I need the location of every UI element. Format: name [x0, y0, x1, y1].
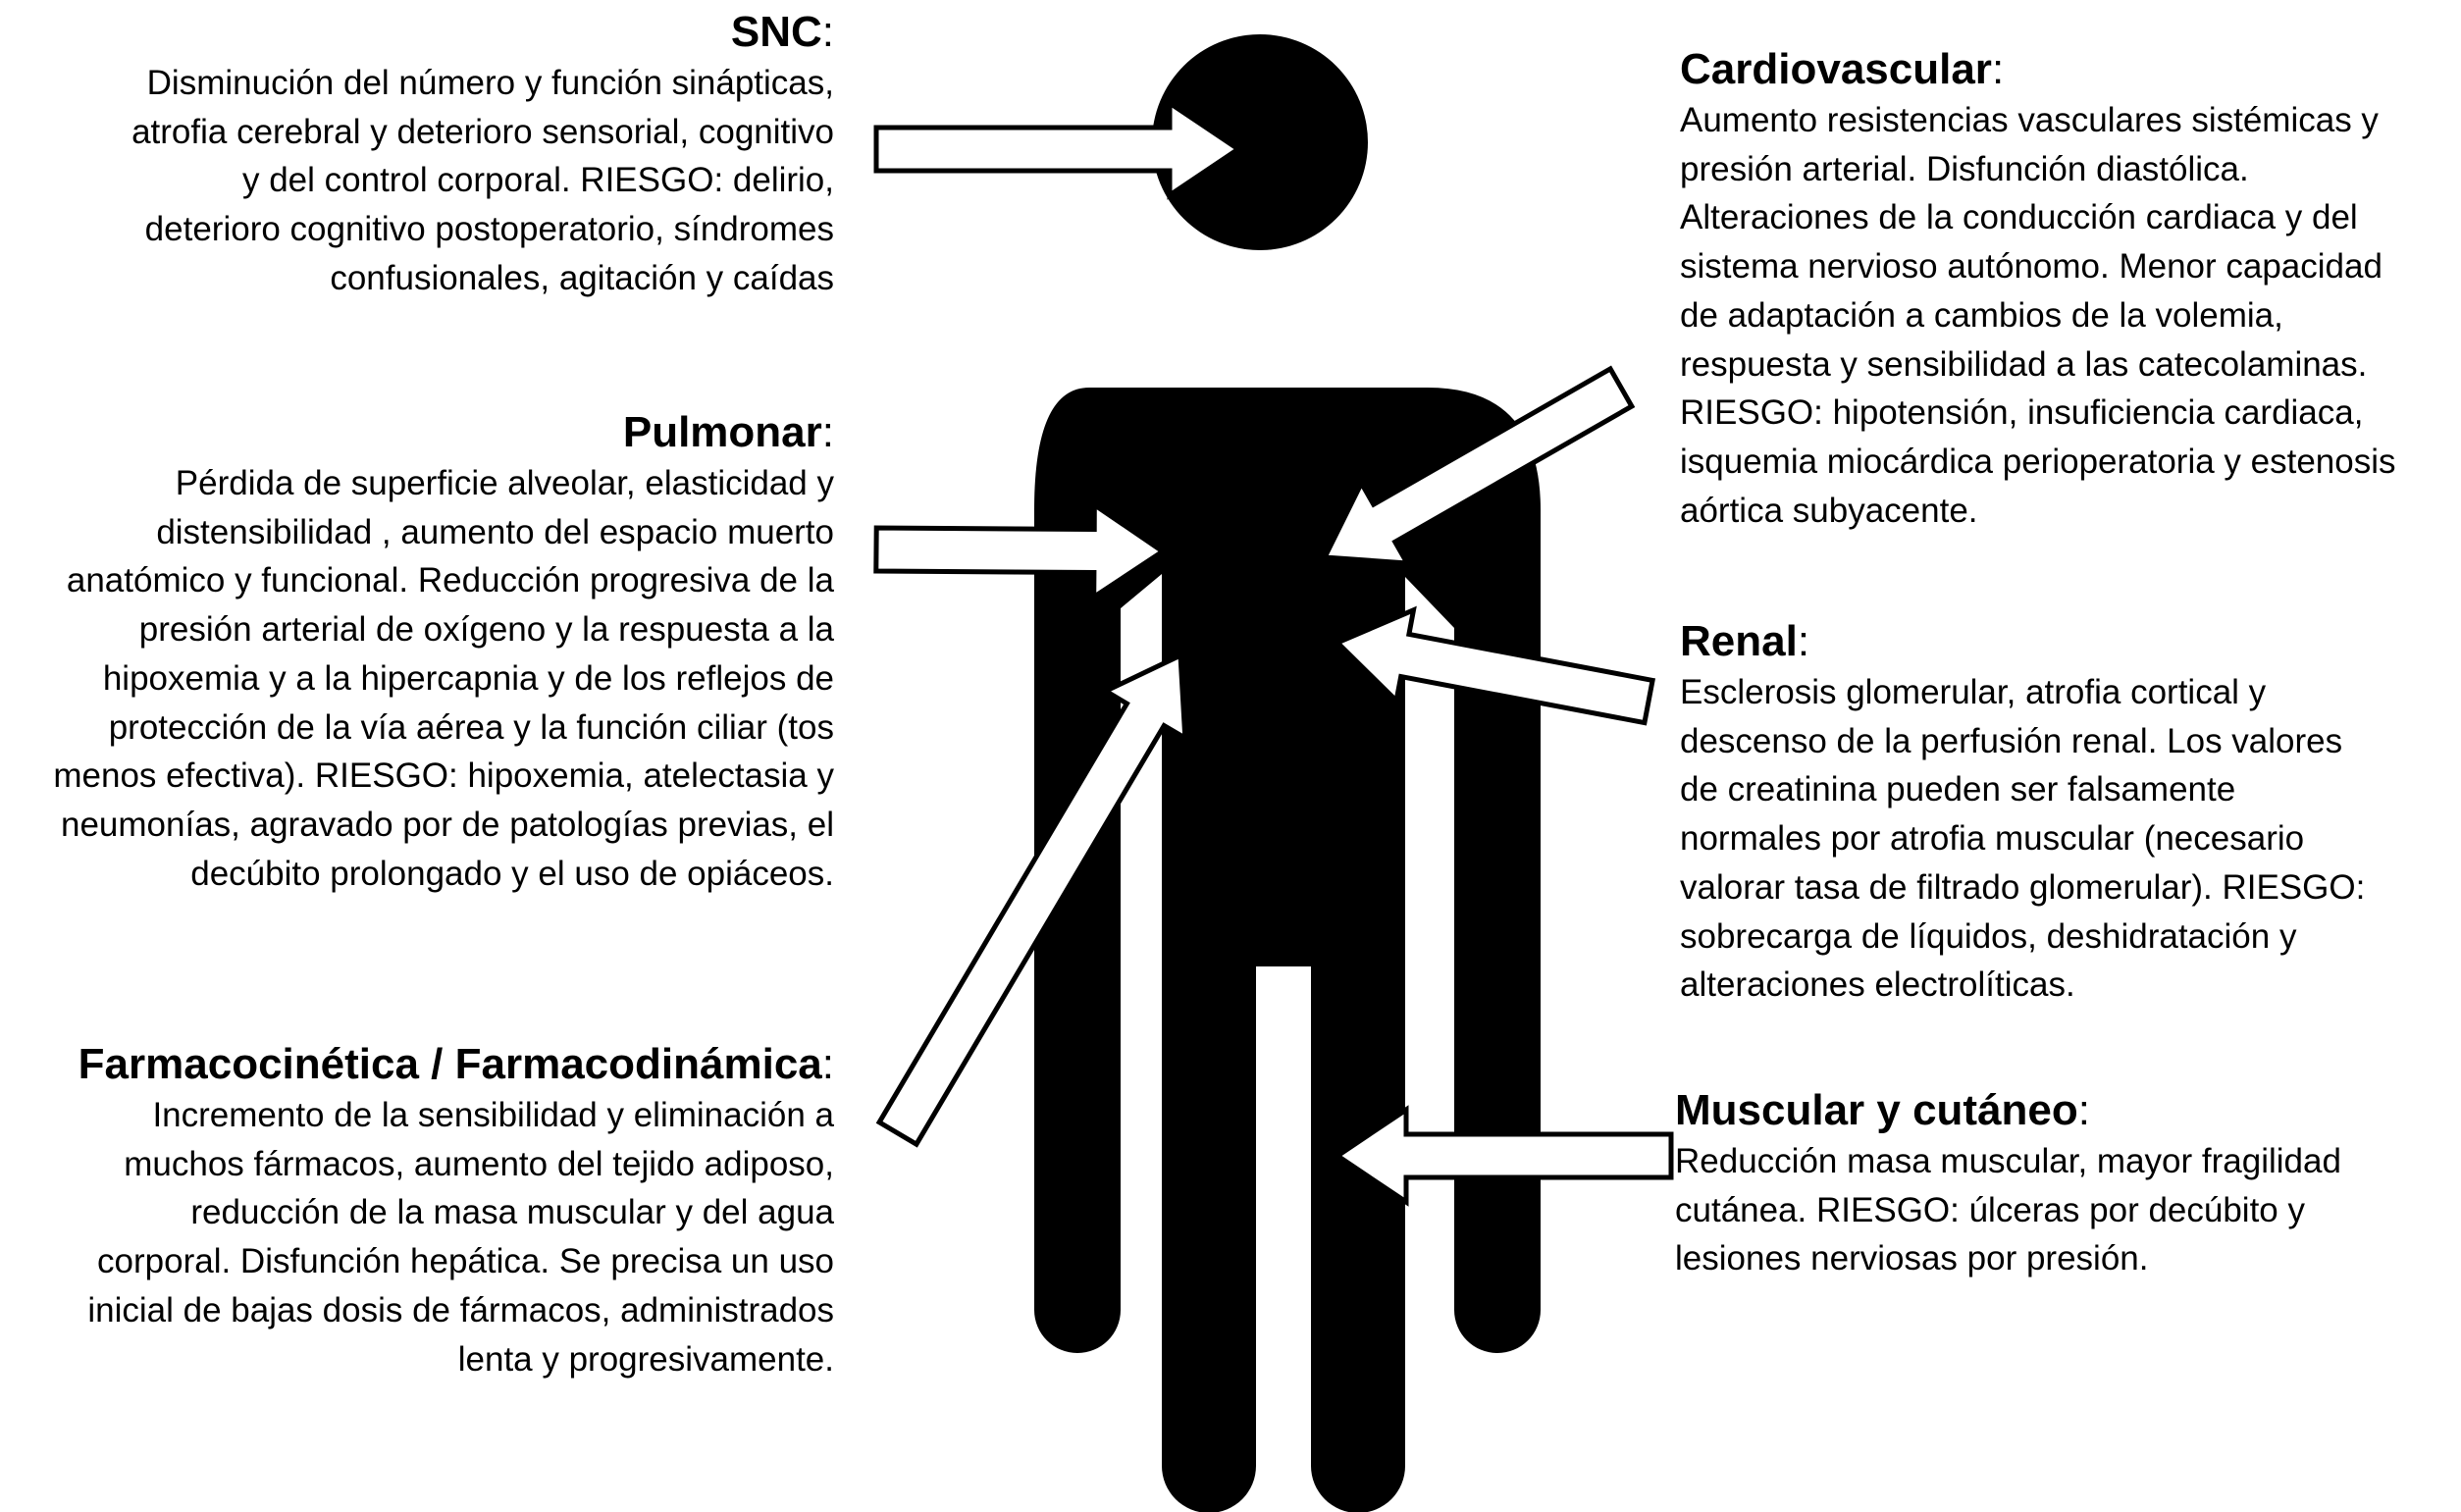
text-line: protección de la vía aérea y la función ciliar (tos	[108, 707, 834, 747]
pulmonar-lines	[53, 459, 834, 898]
text-line: deterioro cognitivo postoperatorio, síndromes	[144, 210, 834, 249]
text-line: y del control corporal. RIESGO: delirio,	[241, 161, 834, 200]
text-line: presión arterial. Disfunción diastólica.	[1680, 149, 2249, 188]
text-line: decúbito prolongado y el uso de opiáceos.	[190, 854, 834, 893]
text-line: anatómico y funcional. Reducción progresiva de la	[66, 561, 834, 600]
text-line: cutánea. RIESGO: úlceras por decúbito y	[1675, 1190, 2305, 1229]
snc-lines	[131, 59, 834, 303]
text-line: confusionales, agitación y caídas	[330, 258, 834, 297]
text-line: muchos fármacos, aumento del tejido adiposo,	[124, 1144, 834, 1183]
text-line: presión arterial de oxígeno y la respuesta a la	[138, 610, 834, 650]
cardio-title-text: Cardiovascular	[1680, 45, 1992, 93]
text-line: RIESGO: hipotensión, insuficiencia cardiaca,	[1680, 393, 2364, 433]
text-line: Pérdida de superficie alveolar, elasticidad y	[175, 464, 834, 502]
snc-arrow	[876, 103, 1238, 195]
cardio-section	[1680, 43, 2396, 535]
pulmonar-title-text: Pulmonar	[622, 408, 822, 456]
text-line: neumonías, agravado por de patologías previas, el	[60, 805, 834, 844]
text-line: de creatinina pueden ser falsamente	[1680, 770, 2236, 809]
text-line: aórtica subyacente.	[1680, 491, 1978, 530]
text-line: atrofia cerebral y deterioro sensorial, cognitivo	[131, 112, 834, 151]
text-line: sistema nervioso autónomo. Menor capacidad	[1680, 247, 2382, 287]
text-line: respuesta y sensibilidad a las catecolaminas.	[1680, 344, 2368, 384]
text-line: corporal. Disfunción hepática. Se precisa un uso	[97, 1242, 834, 1281]
text-line: inicial de bajas dosis de fármacos, administrados	[87, 1290, 834, 1330]
snc-section	[131, 6, 834, 303]
cardio-title: Cardiovascular:	[1680, 45, 2005, 93]
text-line: alteraciones electrolíticas.	[1680, 965, 2075, 1005]
renal-lines	[1680, 668, 2365, 1010]
text-line: menos efectiva). RIESGO: hipoxemia, atelectasia y	[53, 756, 834, 796]
text-line: sobrecarga de líquidos, deshidratación y	[1680, 916, 2297, 956]
farmaco-title: Farmacocinética / Farmacodinámica:	[78, 1040, 834, 1088]
cardio-lines	[1680, 96, 2396, 535]
pulmonar-title: Pulmonar:	[622, 408, 834, 456]
text-line: normales por atrofia muscular (necesario	[1680, 819, 2305, 859]
text-line: Reducción masa muscular, mayor fragilidad	[1675, 1142, 2341, 1180]
text-line: de adaptación a cambios de la volemia,	[1680, 295, 2283, 335]
text-line: Alteraciones de la conducción cardiaca y del	[1680, 198, 2358, 237]
text-line: Disminución del número y función sinápticas,	[146, 64, 834, 102]
muscular-title-text: Muscular y cutáneo	[1675, 1086, 2078, 1134]
muscular-section	[1675, 1084, 2341, 1283]
farmaco-arrow	[879, 655, 1185, 1144]
text-line: descenso de la perfusión renal. Los valores	[1680, 721, 2343, 760]
text-line: Incremento de la sensibilidad y eliminación a	[152, 1096, 834, 1134]
muscular-title: Muscular y cutáneo:	[1675, 1086, 2091, 1134]
text-line: lesiones nerviosas por presión.	[1675, 1239, 2149, 1278]
renal-section	[1680, 615, 2365, 1010]
muscular-lines	[1675, 1137, 2341, 1283]
text-line: hipoxemia y a la hipercapnia y de los reflejos de	[102, 658, 834, 698]
text-line: lenta y progresivamente.	[457, 1339, 834, 1379]
pulmonar-section	[53, 406, 834, 898]
text-line: valorar tasa de filtrado glomerular). RIESGO:	[1680, 867, 2366, 907]
farmaco-title-text: Farmacocinética / Farmacodinámica	[78, 1040, 822, 1088]
farmaco-lines	[79, 1091, 834, 1383]
text-line: distensibilidad , aumento del espacio muerto	[156, 512, 834, 551]
renal-title: Renal:	[1680, 617, 1810, 665]
snc-title-text: SNC	[730, 8, 822, 56]
text-line: Aumento resistencias vasculares sistémicas y	[1680, 101, 2379, 139]
renal-title-text: Renal	[1680, 617, 1798, 665]
text-line: Esclerosis glomerular, atrofia cortical y	[1680, 673, 2267, 711]
snc-title: SNC:	[730, 8, 834, 56]
text-line: isquemia miocárdica perioperatoria y estenosis	[1680, 442, 2396, 481]
text-line: reducción de la masa muscular y del agua	[190, 1193, 834, 1232]
farmaco-section	[79, 1038, 834, 1383]
